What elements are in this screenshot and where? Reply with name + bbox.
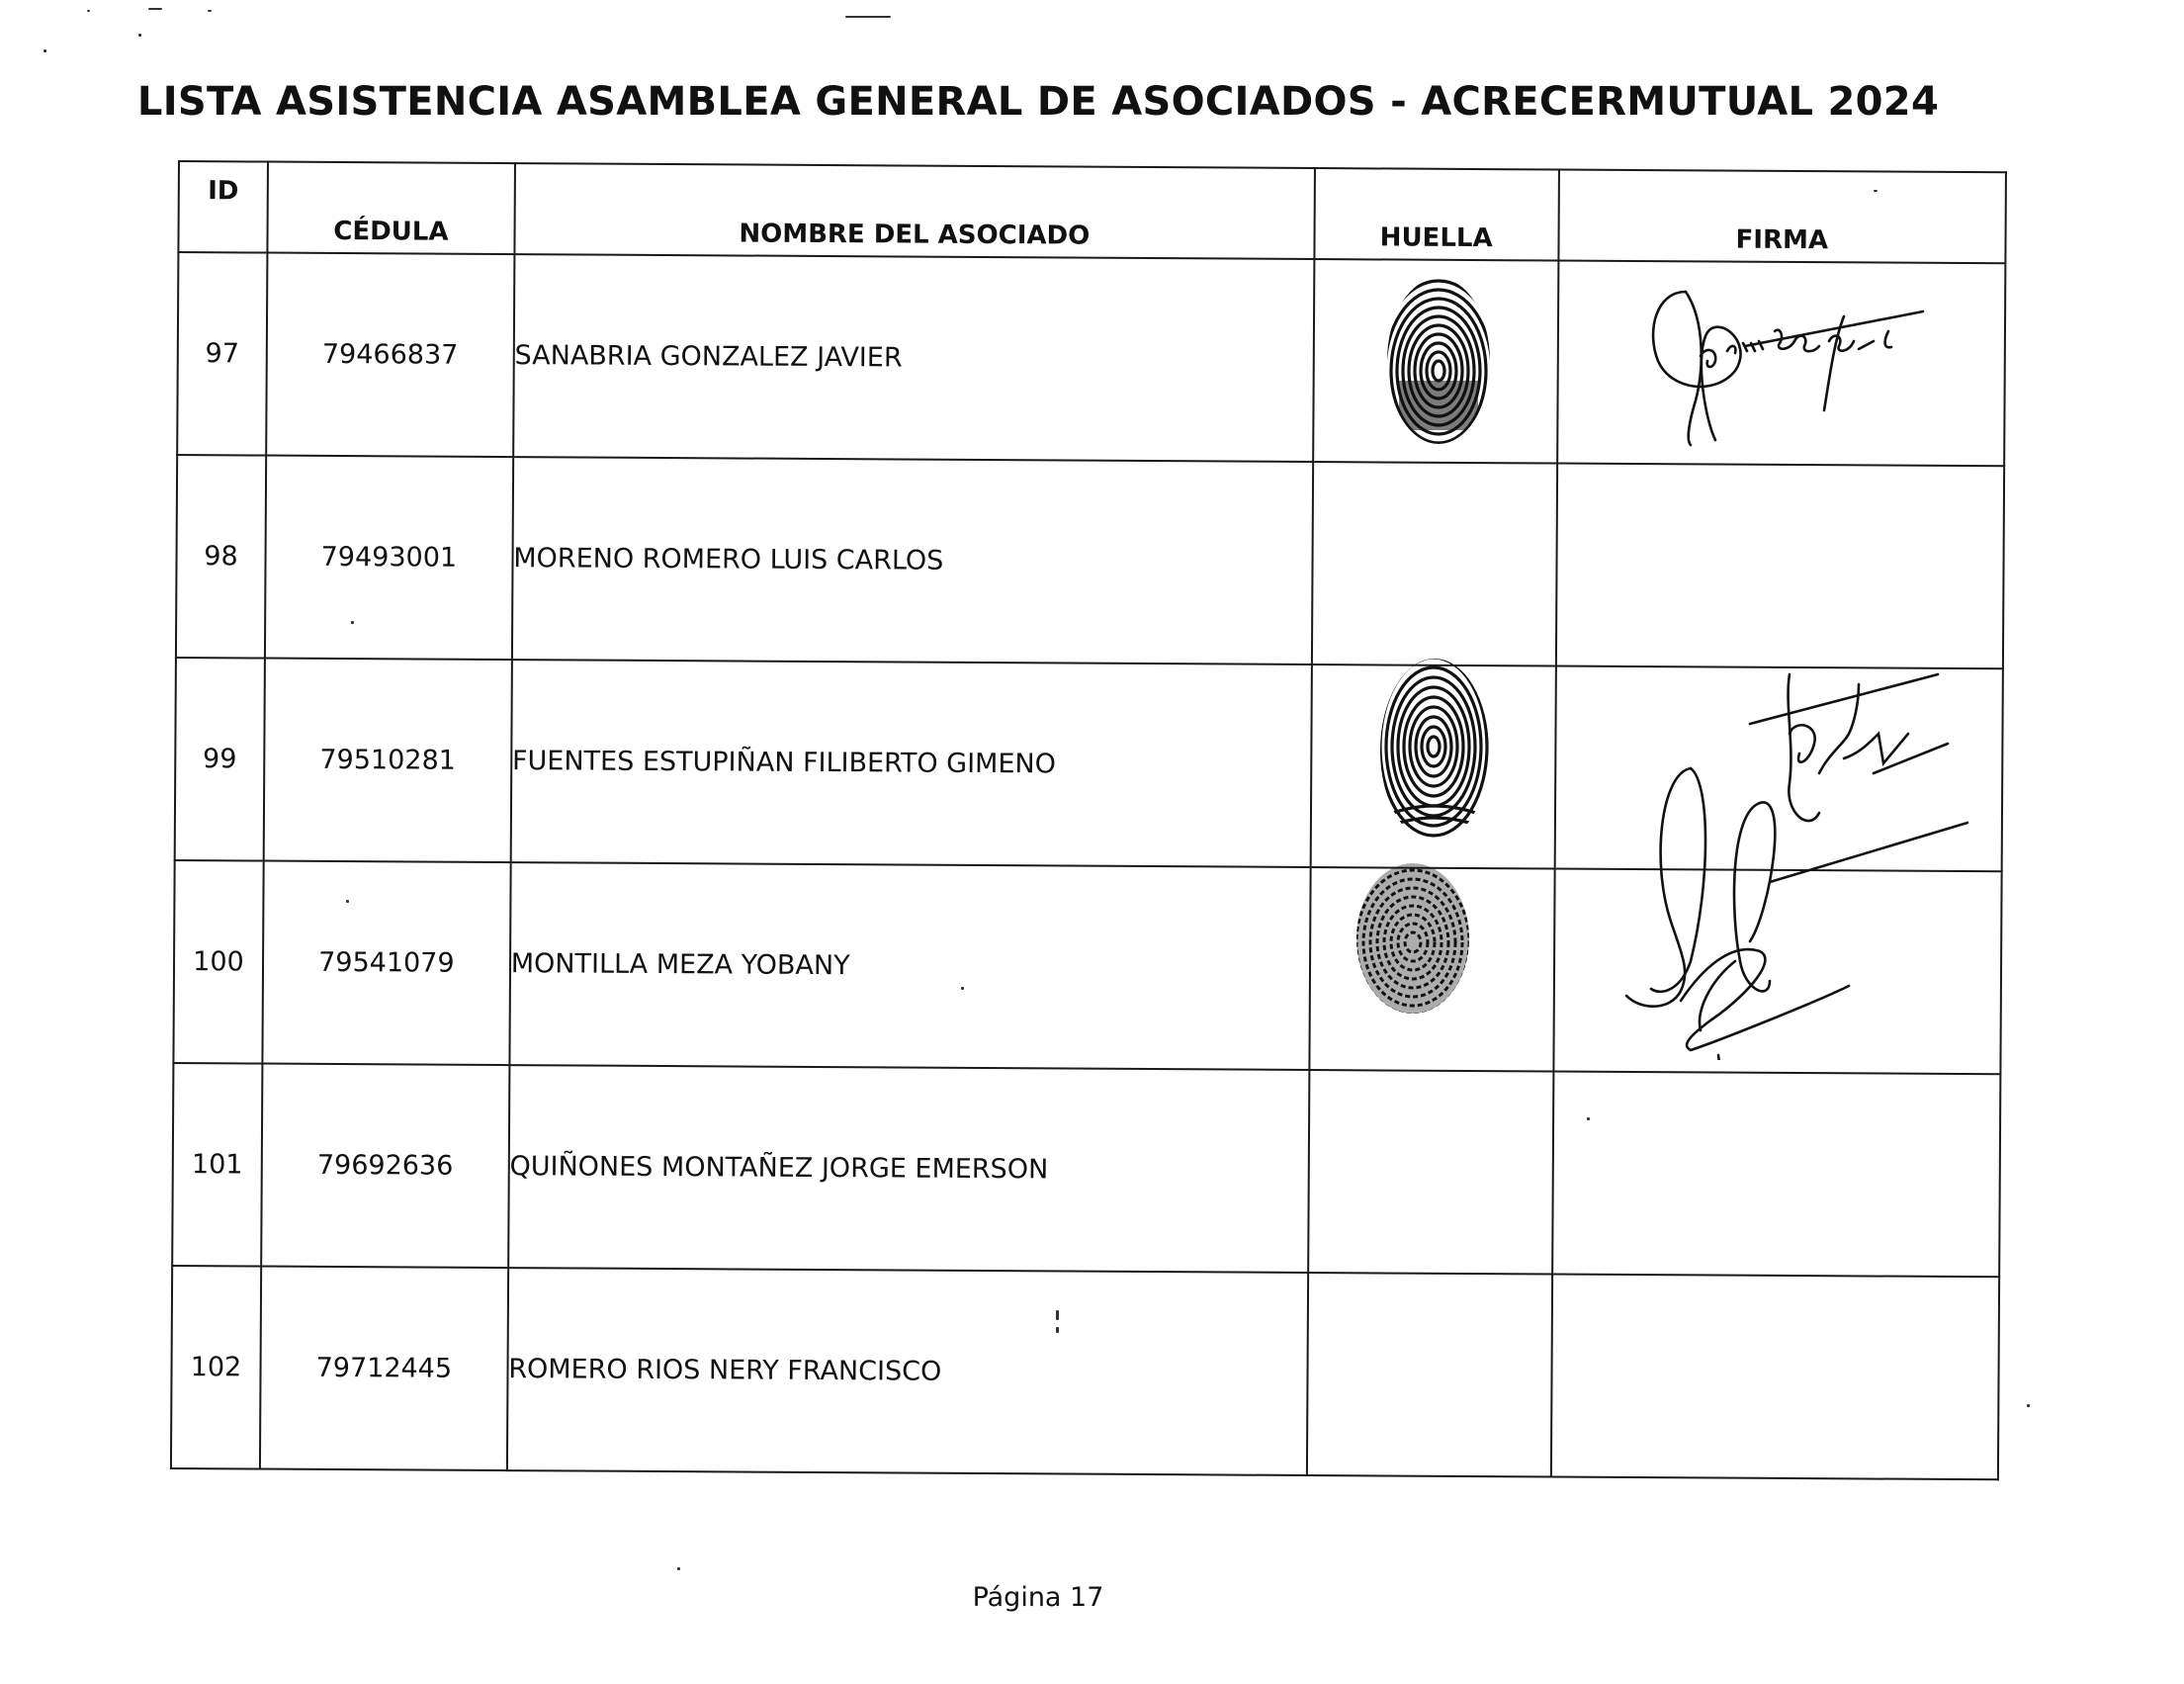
row-id: 98 [176, 455, 266, 659]
row-firma [1553, 869, 2002, 1075]
row-firma [1550, 1275, 1999, 1480]
table-row [177, 252, 2005, 466]
row-firma [1555, 464, 2004, 669]
header-id: ID [178, 161, 267, 253]
row-nombre: MORENO ROMERO LUIS CARLOS [512, 457, 1313, 665]
table-row [171, 1266, 1999, 1479]
page-number: Página 17 [972, 1582, 1104, 1613]
row-cedula: 79712445 [260, 1267, 508, 1471]
header-cedula: CÉDULA [267, 162, 514, 255]
row-cedula: 79541079 [262, 861, 510, 1066]
row-nombre: QUIÑONES MONTAÑEZ JORGE EMERSON [508, 1065, 1309, 1273]
row-id: 100 [173, 860, 263, 1064]
table-row [175, 658, 2003, 871]
row-huella [1310, 665, 1555, 869]
row-huella [1308, 1070, 1553, 1275]
row-huella [1312, 462, 1557, 666]
row-id: 101 [172, 1063, 262, 1267]
row-huella [1313, 259, 1558, 464]
row-id: 102 [171, 1266, 261, 1469]
row-nombre: SANABRIA GONZALEZ JAVIER [513, 254, 1314, 462]
header-nombre: NOMBRE DEL ASOCIADO [514, 163, 1315, 259]
header-firma: FIRMA [1558, 170, 2006, 264]
table-row [173, 860, 2001, 1074]
row-nombre: FUENTES ESTUPIÑAN FILIBERTO GIMENO [510, 660, 1311, 867]
row-cedula: 79466837 [266, 253, 514, 458]
row-huella [1309, 867, 1554, 1072]
row-firma [1557, 261, 2006, 467]
row-cedula: 79493001 [265, 456, 513, 661]
row-id: 99 [175, 658, 265, 861]
table-row [176, 455, 2004, 668]
row-cedula: 79510281 [264, 659, 512, 863]
header-row [178, 161, 2006, 263]
header-huella: HUELLA [1314, 168, 1558, 261]
row-nombre: ROMERO RIOS NERY FRANCISCO [507, 1268, 1308, 1475]
row-firma [1554, 666, 2003, 872]
row-firma [1552, 1072, 2001, 1278]
document-title: LISTA ASISTENCIA ASAMBLEA GENERAL DE ASOCIADOS - ACRECERMUTUAL 2024 [136, 79, 1940, 125]
table-row [172, 1063, 2000, 1277]
row-nombre: MONTILLA MEZA YOBANY [509, 862, 1310, 1070]
attendance-table [170, 160, 2007, 1480]
row-id: 97 [177, 252, 267, 456]
row-cedula: 79692636 [261, 1064, 509, 1269]
row-huella [1307, 1273, 1552, 1477]
